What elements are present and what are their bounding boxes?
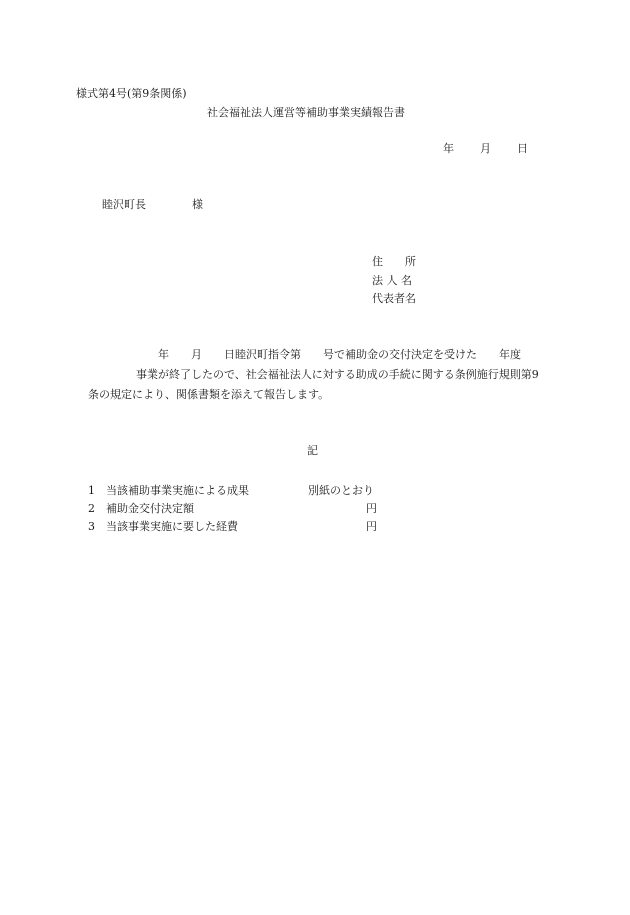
item-label: 補助金交付決定額 <box>106 502 194 515</box>
body-line-2: 事業が終了したので、社会福祉法人に対する助成の手続に関する条例施行規則第9 <box>103 368 539 381</box>
items-list <box>88 482 508 536</box>
date-month: 月 <box>480 142 491 155</box>
date-year: 年 <box>443 142 454 155</box>
list-item <box>88 500 508 518</box>
item-number: 3 <box>88 520 95 533</box>
item-unit: 円 <box>366 520 377 533</box>
list-item <box>88 518 508 536</box>
ki-heading: 記 <box>307 444 318 457</box>
date-day: 日 <box>517 142 528 155</box>
item-label: 当該事業実施に要した経費 <box>106 520 238 533</box>
item-number: 1 <box>88 484 95 497</box>
body-line-1: 年 月 日睦沢町指令第 号で補助金の交付決定を受けた 年度 <box>136 348 521 361</box>
addressee-honorific: 様 <box>192 198 203 211</box>
item-number: 2 <box>88 502 95 515</box>
date-line <box>443 143 528 154</box>
item-label: 当該補助事業実施による成果 <box>106 484 249 497</box>
list-item <box>88 482 508 500</box>
corporation-label: 法 人 名 <box>372 274 412 287</box>
body-paragraph <box>88 345 558 405</box>
representative-label: 代表者名 <box>372 292 416 305</box>
addressee <box>102 199 203 210</box>
body-line-3: 条の規定により、関係書類を添えて報告します。 <box>88 388 330 401</box>
form-number: 様式第4号(第9条関係) <box>76 87 187 100</box>
address-label: 住 所 <box>372 255 416 268</box>
document-title: 社会福祉法人運営等補助事業実績報告書 <box>207 106 405 119</box>
item-unit: 円 <box>366 502 377 515</box>
item-value: 別紙のとおり <box>308 484 374 497</box>
addressee-name: 睦沢町長 <box>102 198 146 211</box>
